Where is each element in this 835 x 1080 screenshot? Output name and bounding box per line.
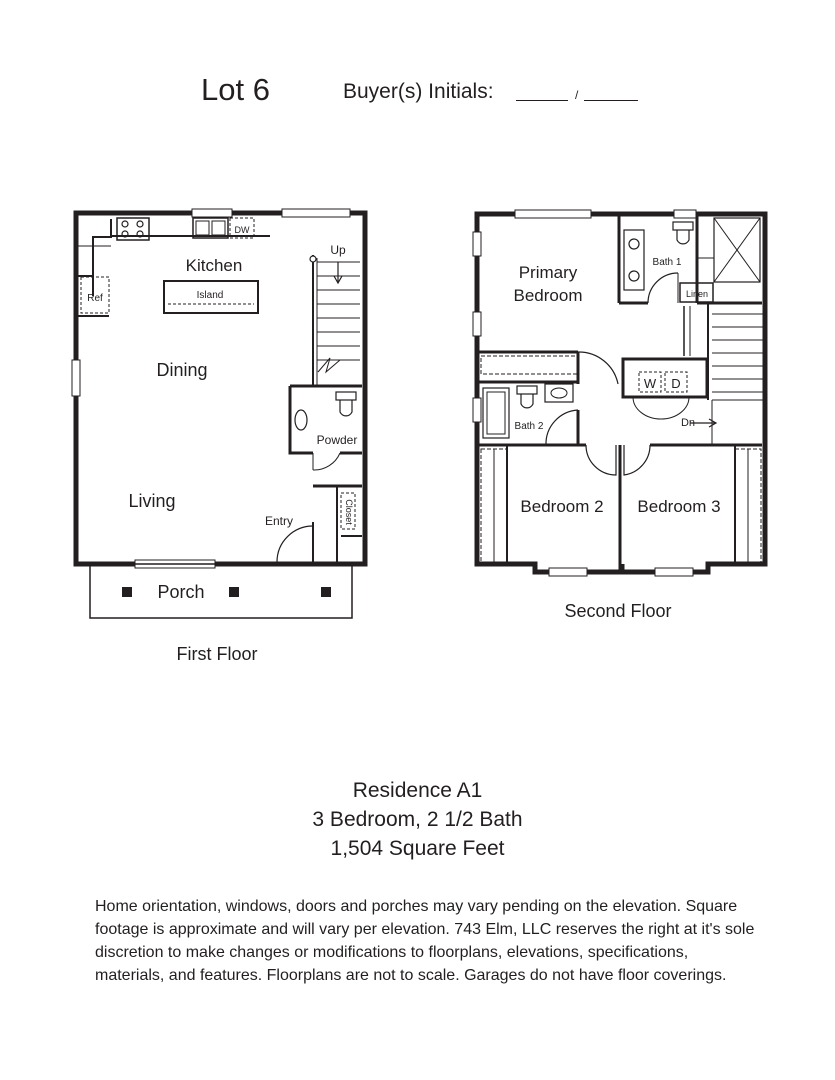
porch-column xyxy=(321,587,331,597)
bath2-door-swing xyxy=(546,410,578,445)
room-label-closet: Closet xyxy=(344,499,354,525)
porch-column xyxy=(229,587,239,597)
residence-square-feet: 1,504 Square Feet xyxy=(330,837,505,860)
residence-beds-baths: 3 Bedroom, 2 1/2 Bath xyxy=(312,808,523,831)
toilet-tank xyxy=(517,386,537,394)
kitchen-counter xyxy=(93,219,111,296)
second-floor-caption: Second Floor xyxy=(564,601,672,621)
dishwasher-label: DW xyxy=(234,225,250,235)
room-label-powder: Powder xyxy=(316,433,358,447)
toilet-icon xyxy=(677,230,689,244)
room-label-bedroom2: Bedroom 2 xyxy=(520,497,604,516)
powder-room-wall xyxy=(290,386,313,453)
window xyxy=(282,209,350,217)
initials-separator: / xyxy=(575,88,579,102)
room-label-kitchen: Kitchen xyxy=(185,256,243,275)
bedroom3-door-swing xyxy=(624,445,650,475)
buyer-initials-label: Buyer(s) Initials: xyxy=(343,80,494,103)
residence-info xyxy=(0,776,835,863)
room-label-bath1: Bath 1 xyxy=(652,257,682,268)
bedroom2-door-swing xyxy=(586,445,616,475)
window xyxy=(473,312,481,336)
window xyxy=(655,568,693,576)
primary-door-swing xyxy=(578,352,618,384)
primary-closet xyxy=(481,356,577,374)
powder-sink xyxy=(295,410,307,430)
toilet-icon xyxy=(521,394,533,408)
room-label-porch: Porch xyxy=(157,582,205,602)
toilet-icon xyxy=(340,400,352,416)
toilet-tank xyxy=(673,222,693,230)
room-label-primary-line1: Primary xyxy=(518,263,578,282)
washer-label: W xyxy=(643,376,657,391)
window xyxy=(72,360,80,396)
window xyxy=(549,568,587,576)
stair-up-label: Up xyxy=(330,243,346,257)
dryer-label: D xyxy=(671,376,681,391)
window xyxy=(473,398,481,422)
window xyxy=(192,209,232,217)
second-floor-plan xyxy=(473,210,765,576)
stair-up-arrow xyxy=(334,262,342,283)
first-floor-caption: First Floor xyxy=(176,644,258,664)
laundry-door-swing xyxy=(633,397,689,419)
disclaimer-text: Home orientation, windows, doors and porches may vary pending on the elevation. Square footage is approximate and will vary per elevation. 743 Elm, LLC reserves the right at it's sole discretion to make changes or modifications to floorplans, elevations, specifications, materials, and features. Floorplans are not to scale. Garages do not have floor coverings. xyxy=(95,898,755,984)
room-label-living: Living xyxy=(128,491,176,511)
room-label-entry: Entry xyxy=(264,514,294,528)
residence-name: Residence A1 xyxy=(352,779,483,802)
bath2-sink xyxy=(545,384,573,402)
stair-treads xyxy=(712,314,763,392)
room-label-dining: Dining xyxy=(156,360,208,380)
room-label-primary-line2: Bedroom xyxy=(513,286,583,305)
porch-column xyxy=(122,587,132,597)
lot-title: Lot 6 xyxy=(201,72,270,107)
fridge-label: Ref xyxy=(87,293,103,304)
room-label-bedroom3: Bedroom 3 xyxy=(637,497,721,516)
entry-door-swing xyxy=(277,526,313,562)
linen-label: Linen xyxy=(685,289,709,299)
window xyxy=(473,232,481,256)
window xyxy=(674,210,696,218)
window xyxy=(515,210,591,218)
island-label: Island xyxy=(196,290,224,301)
bath1-door-swing xyxy=(648,273,678,303)
toilet-tank xyxy=(336,392,356,400)
stair-down-label: Dn xyxy=(680,417,696,429)
room-label-bath2: Bath 2 xyxy=(514,421,544,432)
